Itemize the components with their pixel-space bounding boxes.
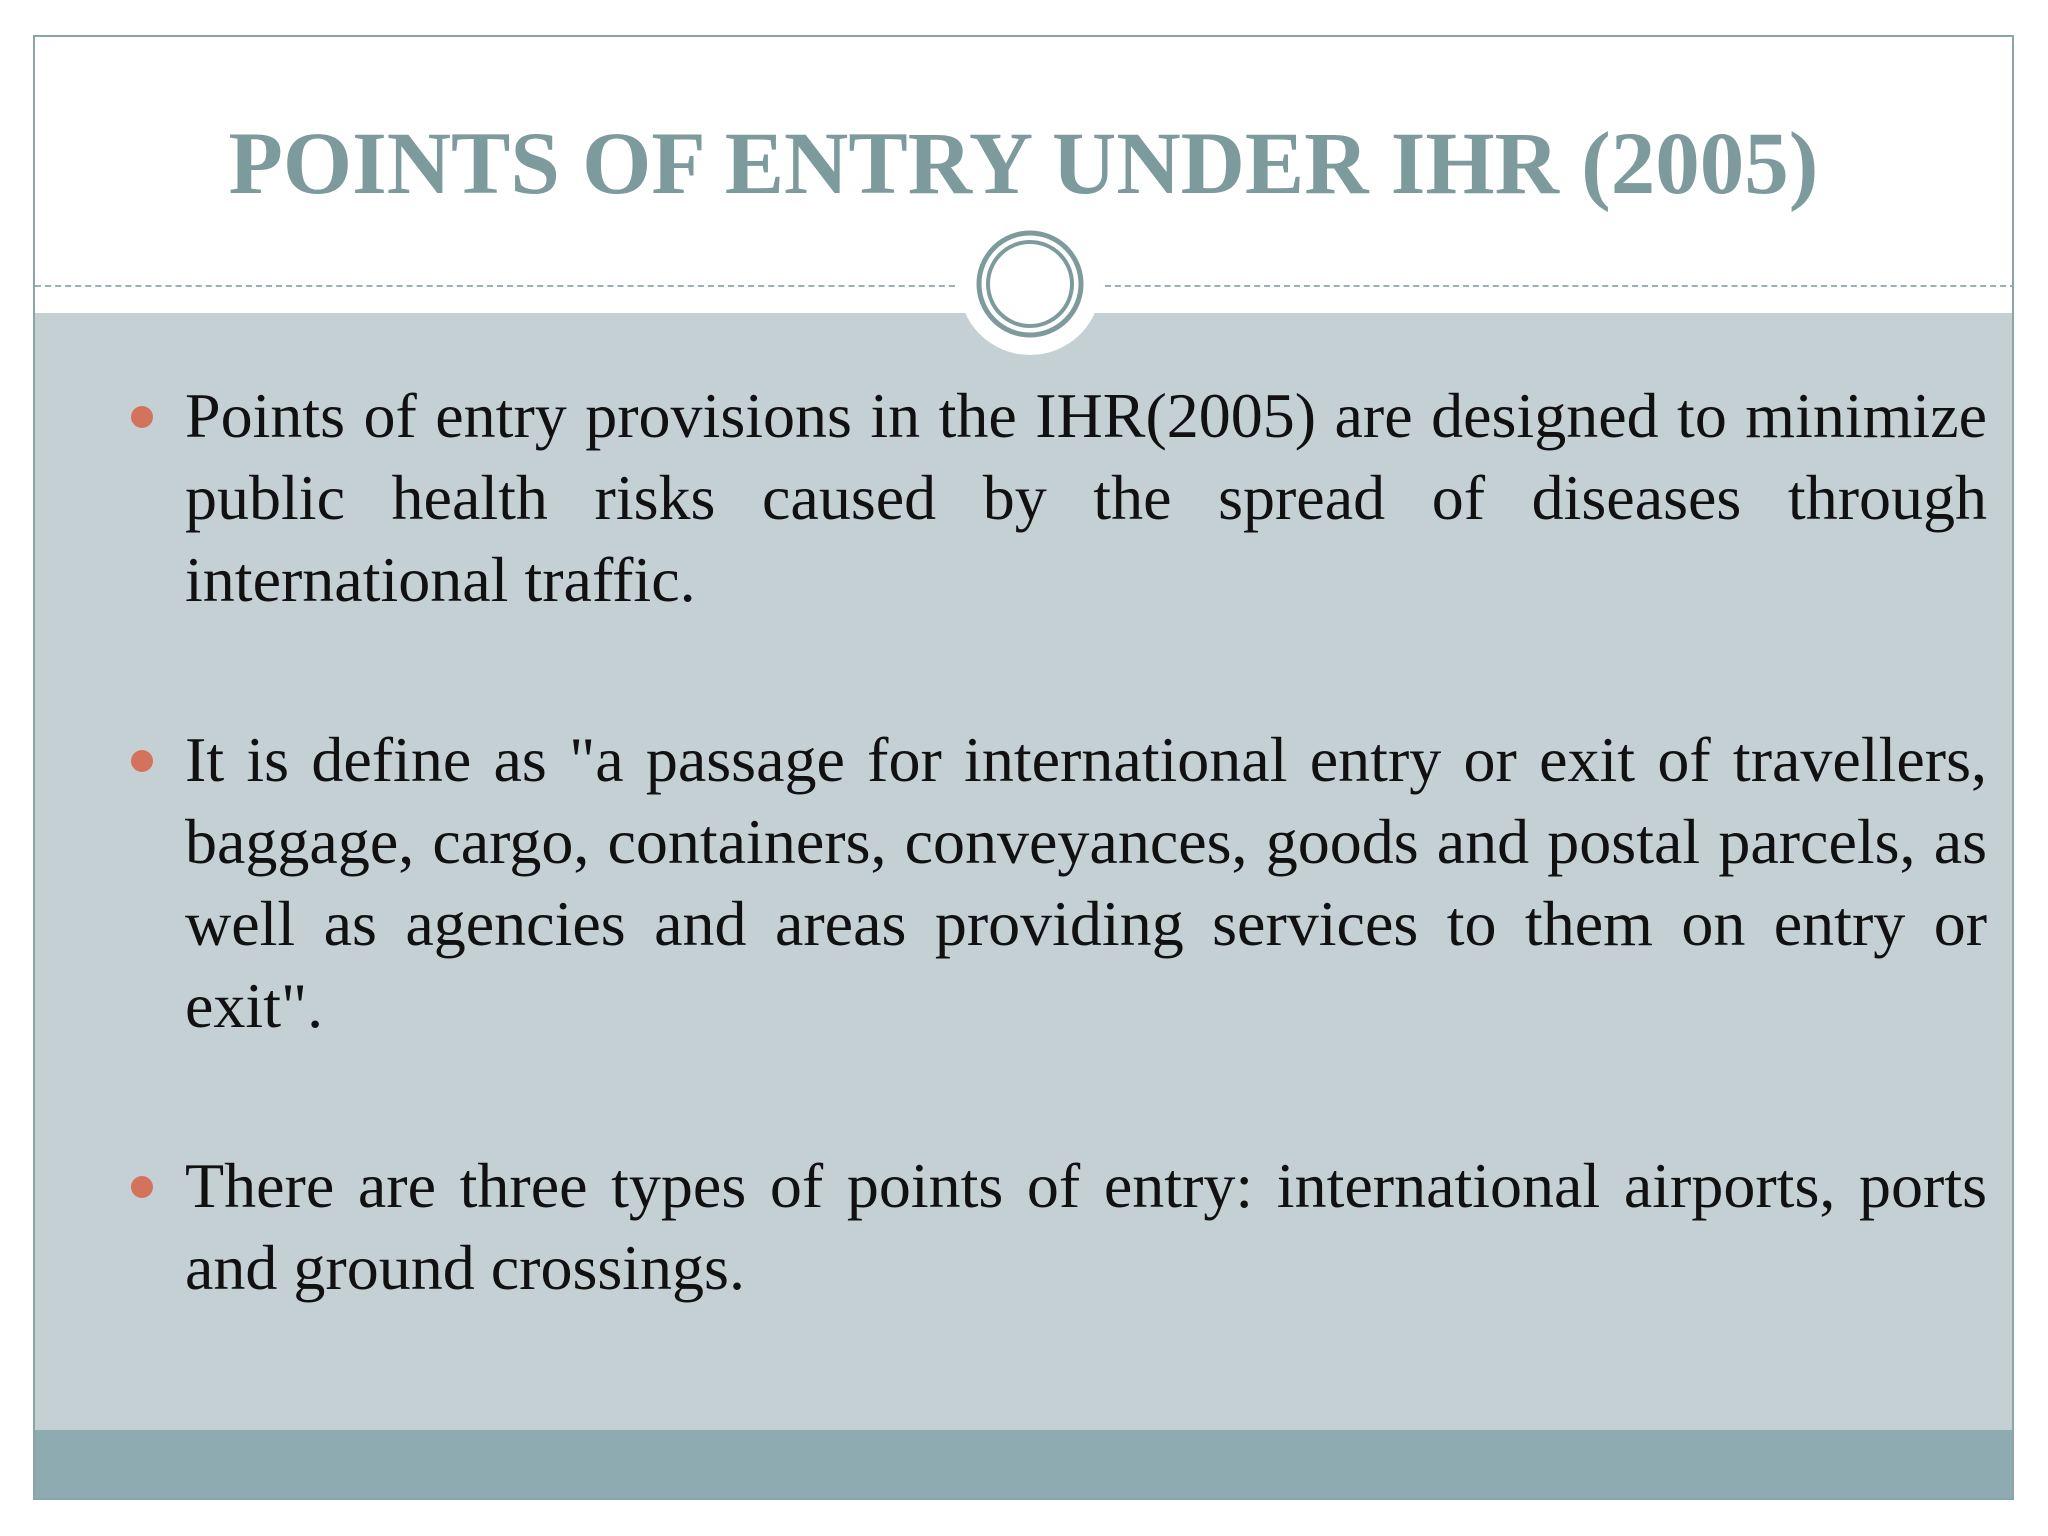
slide-title: POINTS OF ENTRY UNDER IHR (2005) [228,115,1819,213]
filled-circle-bullet-icon [131,1176,153,1198]
footer-band [35,1430,2012,1500]
title-divider-right [1095,285,2014,287]
bullet-list [125,375,1987,1309]
bullet-item [125,1145,1987,1309]
filled-circle-bullet-icon [131,750,153,772]
bullet-item [125,375,1987,621]
bullet-item [125,719,1987,1047]
title-divider-left [35,285,965,287]
bullet-text: Points of entry provisions in the IHR(2005) are designed to minimize public health risks caused by the spread of diseases through international traffic. [185,380,1987,615]
double-ring-circle-icon [959,213,1101,355]
slide [33,35,2014,1500]
bullet-text: It is define as "a passage for international entry or exit of travellers, baggage, cargo, containers, conveyances, goods and postal parcels, as well as agencies and areas providing services to them on entry or exit". [185,724,1987,1041]
filled-circle-bullet-icon [131,406,153,428]
bullet-text: There are three types of points of entry: international airports, ports and ground crossings. [185,1150,1987,1303]
